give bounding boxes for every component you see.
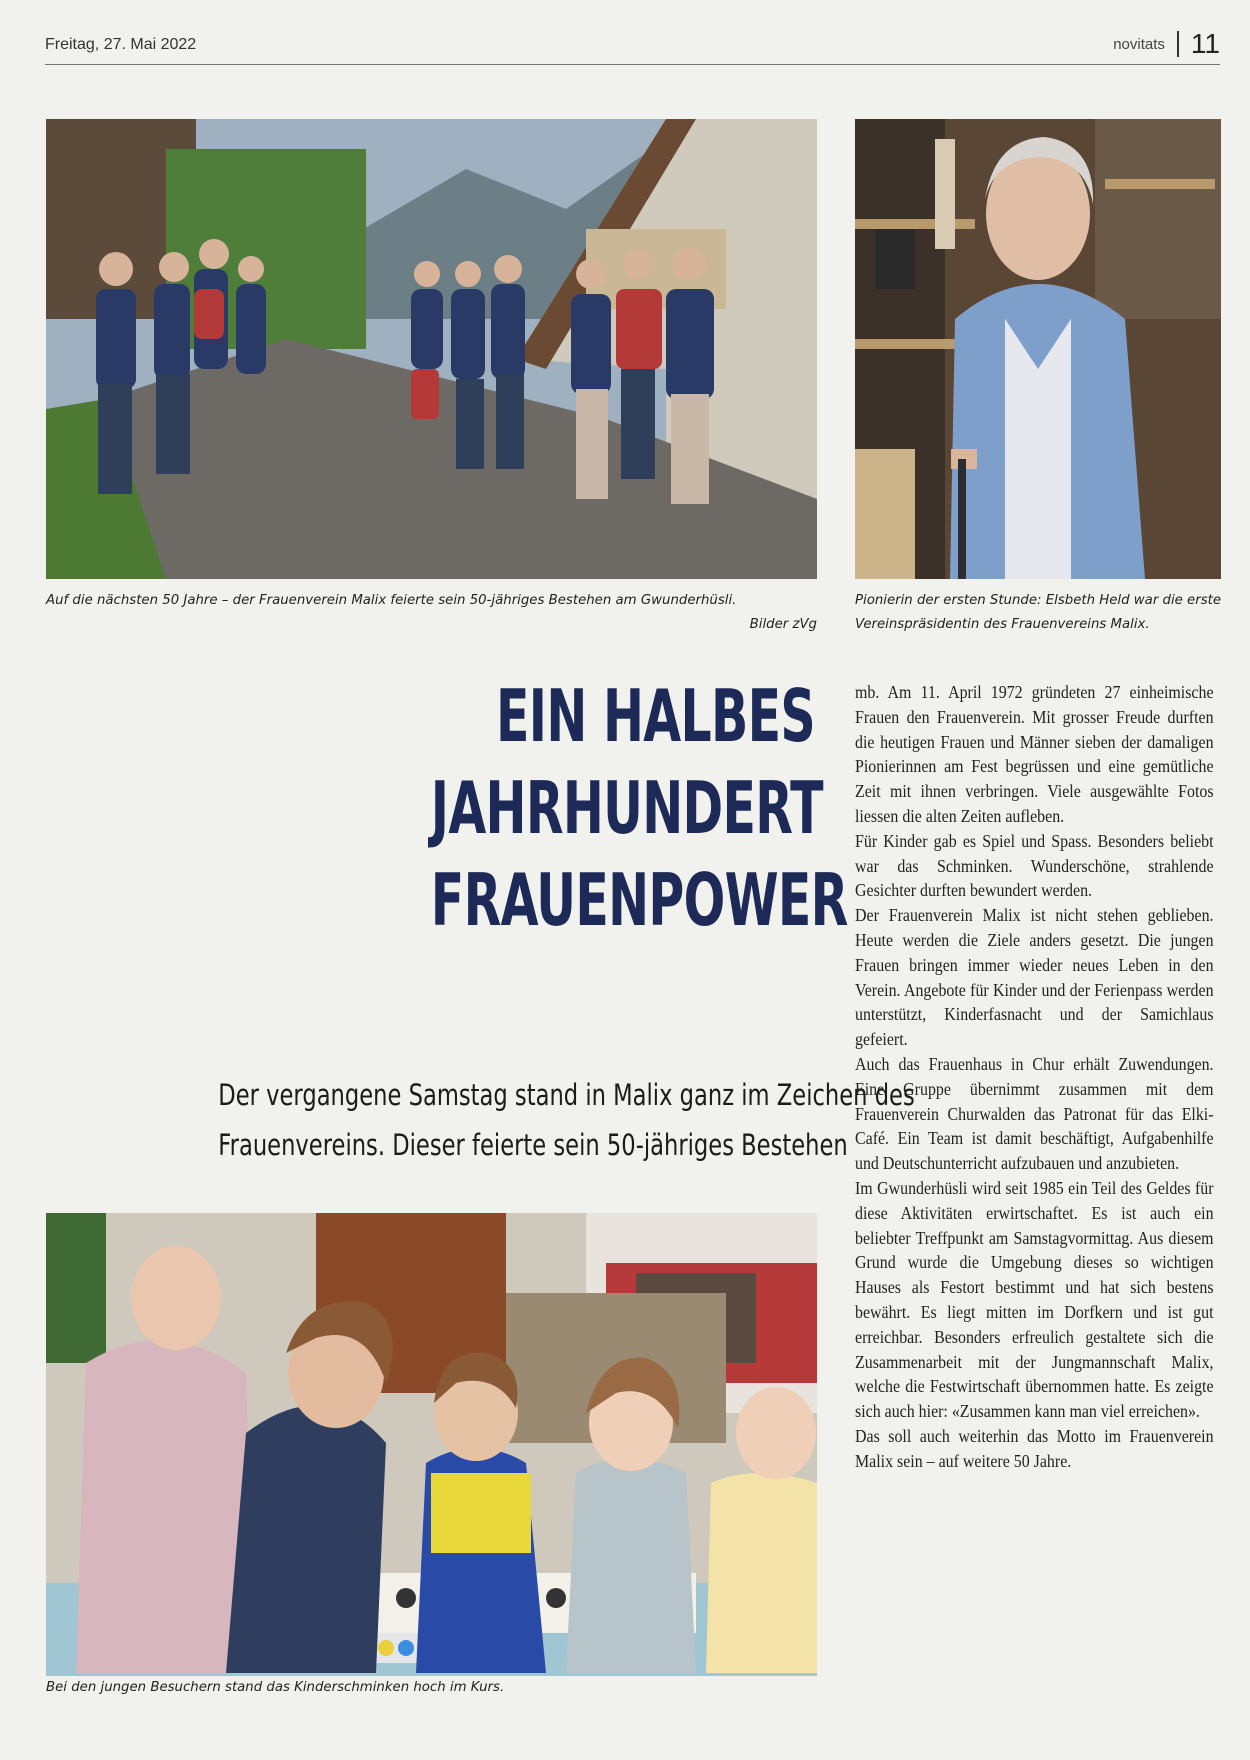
article-headline (430, 670, 848, 946)
lead-line-2: Frauenvereins. Dieser feierte sein 50-jähriges Bestehen (218, 1128, 848, 1162)
body-paragraph: Für Kinder gab es Spiel und Spass. Besonders beliebt war das Schminken. Wunderschöne, strahlende Gesichter durften bewundert werden. (855, 830, 1214, 901)
body-paragraph: Das soll auch weiterhin das Motto im Frauenverein Malix sein – auf weitere 50 Jahre. (855, 1425, 1214, 1471)
group-photo-caption (46, 589, 817, 637)
kids-photo (46, 1213, 817, 1676)
article-lead (218, 1070, 915, 1170)
body-paragraph: mb. Am 11. April 1972 gründeten 27 einheimische Frauen den Frauenverein. Mit grosser Freude durften die heutigen Frauen und Männer sieben der damaligen Pionierinnen am Fest begrüssen und eine gemütliche Zeit mit ihnen verbringen. Viele ausgewählte Fotos liessen die alten Zeiten aufleben. (855, 682, 1214, 826)
pioneer-photo (855, 119, 1221, 579)
headline-line-3: FRAUENPOWER (430, 858, 848, 942)
header-divider (1177, 31, 1179, 57)
issue-date: Freitag, 27. Mai 2022 (45, 36, 197, 53)
kids-caption-text: Bei den jungen Besuchern stand das Kinderschminken hoch im Kurs. (46, 1680, 505, 1695)
group-photo (46, 119, 817, 579)
page-marker (1113, 28, 1220, 60)
lead-line-1: Der vergangene Samstag stand in Malix ganz im Zeichen des (218, 1078, 915, 1112)
pioneer-caption-text: Pionierin der ersten Stunde: Elsbeth Held war die erste Vereinspräsidentin des Frauenvereins Malix. (855, 593, 1222, 632)
running-header (45, 30, 1220, 65)
body-paragraph: Auch das Frauenhaus in Chur erhält Zuwendungen. Eine Gruppe übernimmt zusammen mit dem Frauenverein Churwalden das Patronat für das Elki-Café. Ein Team ist damit beschäftigt, Aufgabenhilfe und Deutschunterricht aufzubauen und anzubieten. (855, 1053, 1214, 1174)
photo-credit: Bilder zVg (749, 617, 817, 632)
kids-photo-caption (46, 1676, 817, 1700)
body-paragraph: Im Gwunderhüsli wird seit 1985 ein Teil des Geldes für diese Aktivitäten erwirtschaftet. Es ist auch ein beliebter Treffpunkt am Samstagvormittag. Aus diesem Grund wurde die Umgebung dieses so wichtigen Hauses als Festort bestimmt und hat sich bestens bewährt. Es liegt mitten im Dorfkern und ist gut erreichbar. Besonders erfreulich gestaltete sich die Zusammenarbeit mit der Jungmannschaft Malix, welche die Festwirtschaft übernommen hatte. Es zeigte sich auch hier: «Zusammen kann man viel erreichen». (855, 1177, 1214, 1422)
article-body (855, 680, 1214, 1474)
body-paragraph: Der Frauenverein Malix ist nicht stehen geblieben. Heute werden die Ziele anders gesetzt. Die jungen Frauen bringen immer wieder neues Leben in den Verein. Angebote für Kinder und der Ferienpass werden unterstützt, Kinderfasnacht und der Samichlaus gefeiert. (855, 905, 1214, 1050)
headline-line-2: JAHRHUNDERT (430, 766, 823, 850)
pioneer-photo-caption (855, 589, 1225, 637)
headline-line-1: EIN HALBES (496, 674, 815, 758)
publication-name: novitats (1113, 35, 1165, 53)
page-number: 11 (1190, 28, 1220, 59)
group-caption-text: Auf die nächsten 50 Jahre – der Frauenverein Malix feierte sein 50-jähriges Bestehen am Gwunderhüsli. (46, 593, 737, 608)
